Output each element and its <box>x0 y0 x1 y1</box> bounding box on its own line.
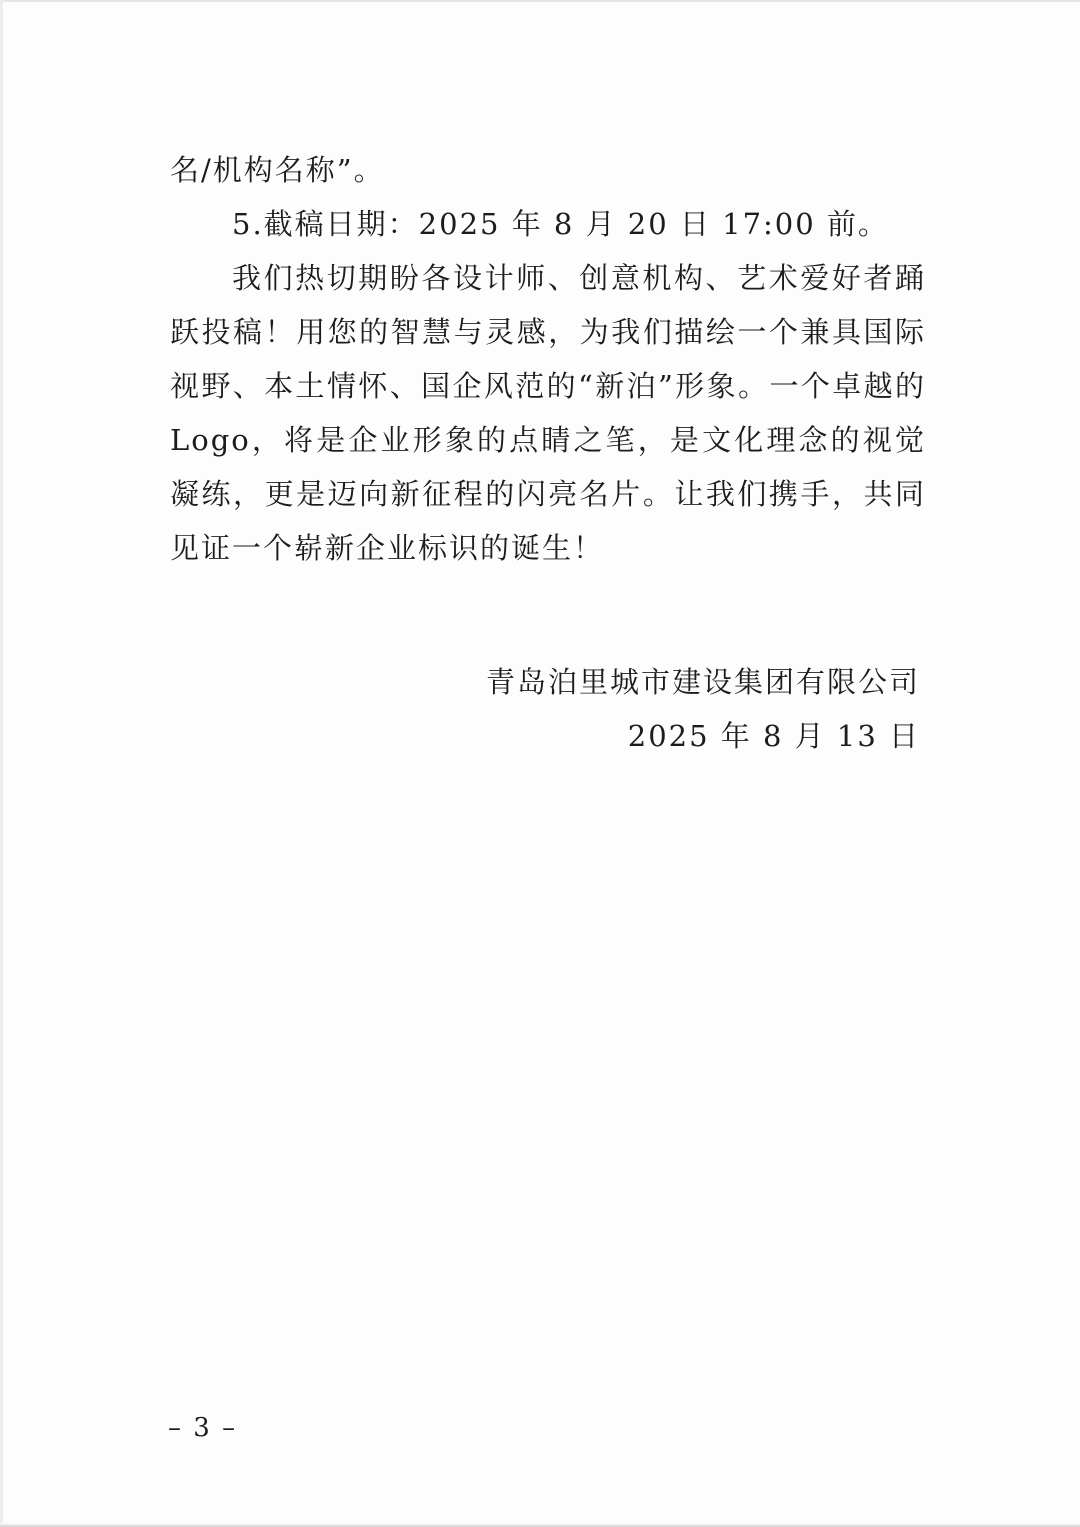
page-bottom-edge <box>0 1523 1080 1527</box>
paragraph-deadline: 5.截稿日期：2025 年 8 月 20 日 17:00 前。 <box>232 207 889 241</box>
document-body <box>170 143 926 575</box>
page-top-edge <box>0 0 1080 2</box>
paragraph-invitation: 我们热切期盼各设计师、创意机构、艺术爱好者踊跃投稿！用您的智慧与灵感，为我们描绘一个兼具国际视野、本土情怀、国企风范的“新泊”形象。一个卓越的 Logo，将是企业形象的点睛之笔，是文化理念的视觉凝练，更是迈向新征程的闪亮名片。让我们携手，共同见证一个崭新企业标识的诞生！ <box>170 261 926 565</box>
page-left-edge <box>0 0 3 1527</box>
signature-block <box>486 655 920 763</box>
signature-date: 2025 年 8 月 13 日 <box>627 719 920 753</box>
paragraph-continuation: 名/机构名称”。 <box>170 153 385 187</box>
signature-organization: 青岛泊里城市建设集团有限公司 <box>485 665 920 699</box>
page-number: – 3 – <box>168 1413 238 1443</box>
